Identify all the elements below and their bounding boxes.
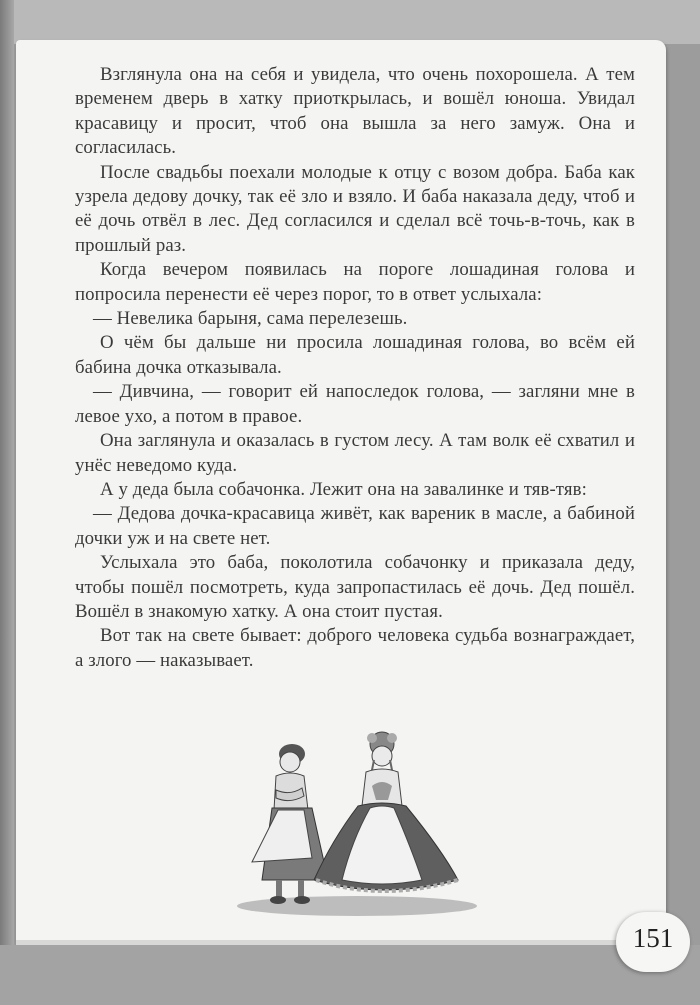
paragraph-3: Когда вечером появилась на пороге лошадиная голова и попросила перенести её через порог, то в ответ услыхала:	[75, 259, 635, 305]
paragraph-5: О чём бы дальше ни просила лошадиная голова, во всём ей бабина дочка отказывала.	[75, 332, 635, 378]
scan-top-margin	[0, 0, 700, 44]
right-girl-figure	[314, 732, 458, 891]
paragraph-2: После свадьбы поехали молодые к отцу с возом добра. Баба как узрела дедову дочку, так её зло и взяло. И баба наказала деду, чтоб и её дочь отвёл в лес. Дед согласился и сделал всё точь-в-точь, как в прошлый раз.	[75, 161, 635, 256]
paragraph-8: А у деда была собачонка. Лежит она на завалинке и тяв-тяв:	[100, 478, 587, 500]
page-number: 151	[632, 923, 674, 953]
paragraph-10: Услыхала это баба, поколотила собачонку и приказала деду, чтобы пошёл посмотреть, куда запропастилась её дочь. Дед пошёл. Вошёл в знакомую хатку. А она стоит пустая.	[75, 552, 635, 622]
two-girls-illustration	[232, 730, 482, 920]
paragraph-7: Она заглянула и оказалась в густом лесу. А там волк её схватил и унёс неведомо куда.	[75, 430, 635, 476]
dialogue-line-3: — Дедова дочка-красавица живёт, как вареник в масле, а бабиной дочки уж и на свете нет.	[75, 503, 635, 549]
story-text	[75, 63, 635, 673]
dialogue-line-2: — Дивчина, — говорит ей напоследок голова, — загляни мне в левое ухо, а потом в правое.	[75, 381, 635, 427]
page-number-badge	[616, 912, 690, 972]
scan-bottom-margin	[0, 945, 700, 1005]
paragraph-1: Взглянула она на себя и увидела, что очень похорошела. А тем временем дверь в хатку приоткрылась, и вошёл юноша. Увидал красавицу и просит, чтоб она вышла за него замуж. Она и согласилась.	[75, 64, 635, 159]
paragraph-11: Вот так на свете бывает: доброго человека судьба вознаграждает, а злого — наказывает.	[75, 625, 635, 671]
book-spine-shadow	[0, 0, 14, 1005]
dialogue-line-1: — Невелика барыня, сама перелезешь.	[93, 308, 408, 330]
